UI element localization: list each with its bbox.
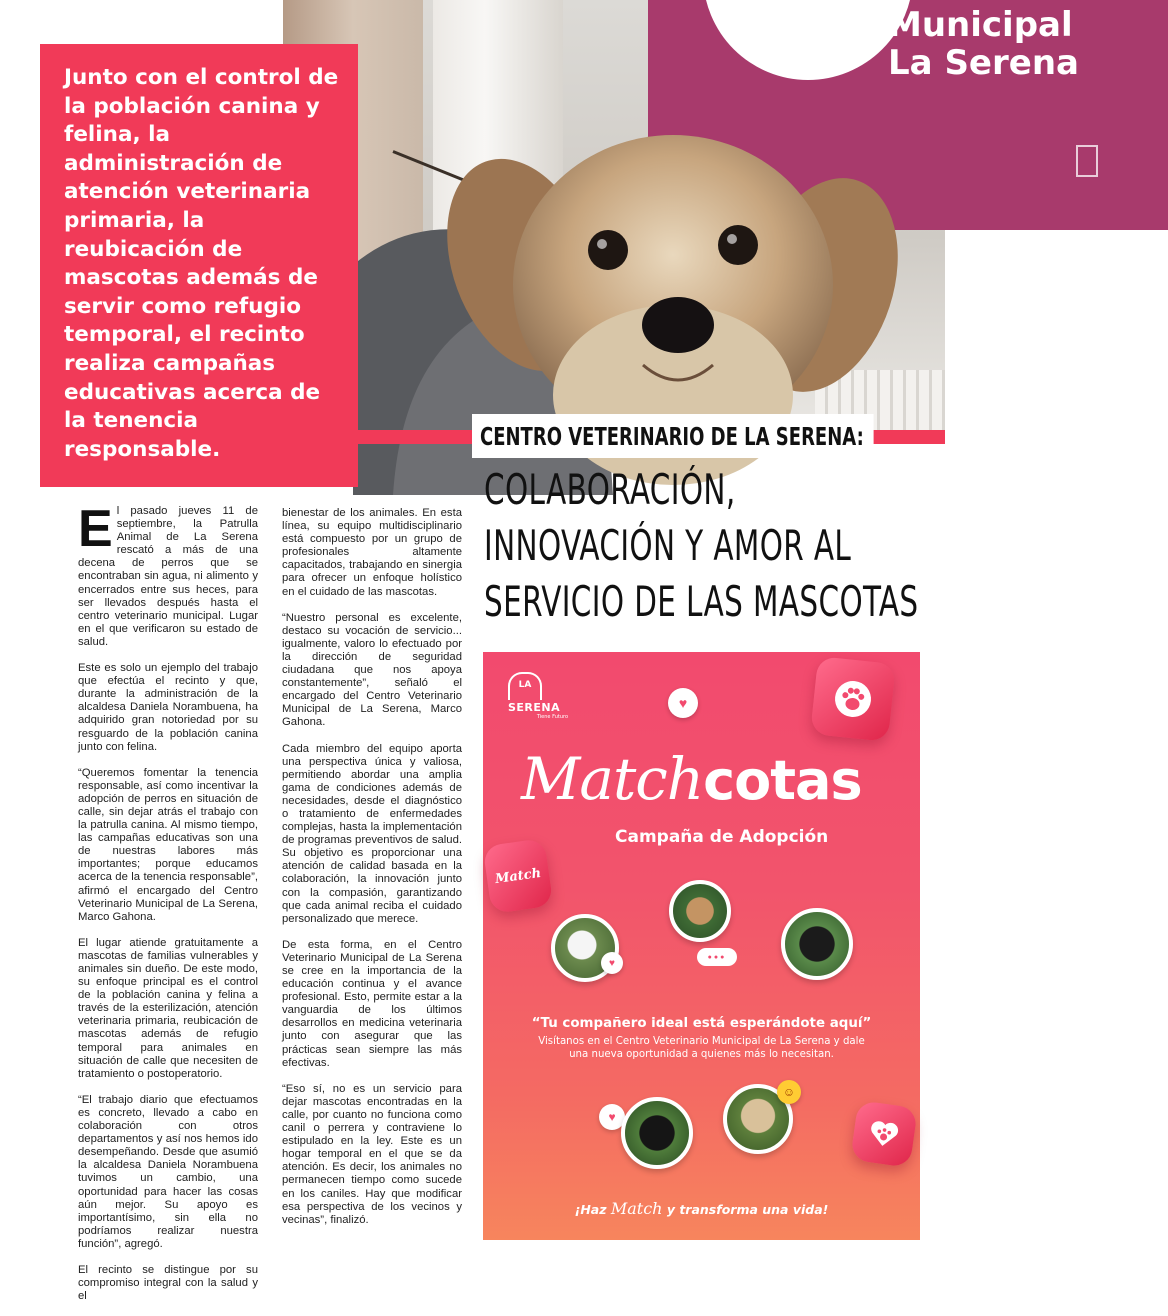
- logo-tagline: Tiene Futuro: [536, 714, 568, 720]
- article-column-1: [78, 500, 258, 1316]
- paragraph: “Nuestro personal es excelente, destaco su vocación de servicio... igualmente, valoro lo efectuado por la dirección de seguridad ciudadana que nos apoya constantemente”, señaló el encargado del Centro Veterinario Municipal de La Serena, Marco Gahona.: [282, 611, 462, 729]
- pet-photo: [669, 880, 731, 942]
- poster-quote: “Tu compañero ideal está esperándote aquí”: [531, 1016, 872, 1031]
- sign-text: [888, 6, 1079, 82]
- heart-paw-icon: [866, 1116, 902, 1152]
- poster-cta: ¡Haz Match y transforma una vida!: [574, 1199, 829, 1218]
- paragraph: “El trabajo diario que efectuamos es concreto, llevado a cabo en colaboración con otros departamentos y así nos hemos ido desempeñando. Desde que asumió la alcaldesa Daniela Norambuena tuvimos un cambio, una oportunidad para hacer las cosas aún mejor. Su apoyo es importantísimo, sin ella no podríamos realizar nuestra función”, agregó.: [78, 1093, 258, 1250]
- article-body: [78, 500, 462, 1303]
- title-script: Match: [521, 745, 704, 813]
- hero-photo: [283, 0, 1079, 430]
- emoji-icon: ☺: [777, 1080, 801, 1104]
- paragraph: bienestar de los animales. En esta línea, su equipo multidisciplinario está compuesto por un grupo de profesionales altamente capacitados, trabajando en sinergia para ofrecer un enfoque holístico en el cuidado de las mascotas.: [282, 507, 462, 598]
- logo-house-icon: LA: [508, 672, 542, 700]
- sign-line2: La Serena: [888, 43, 1079, 83]
- sign-line1: Municipal: [888, 5, 1073, 45]
- logo-name: SERENA: [508, 701, 561, 714]
- sign-logo: [703, 0, 913, 80]
- adoption-poster: [483, 652, 920, 1240]
- heart-icon: ♥: [599, 1104, 625, 1130]
- paragraph: De esta forma, en el Centro Veterinario Municipal de La Serena se cree en la importancia de la educación continua y el avance profesional. Esto, permite estar a la vanguardia de los últimos desarrollos en medicina veterinaria junto con asegurar que las prácticas sean siempre las más efectivas.: [282, 938, 462, 1069]
- paw-icon: [831, 677, 875, 721]
- pet-photo: [621, 1097, 693, 1169]
- paragraph: “Eso sí, no es un servicio para dejar mascotas encontradas en la calle, por cuanto no funciona como canil o perrera y contraviene lo estipulado en la ley. Este es un hogar temporal en el que se da atención. Es decir, los animales no permanecen tiempo como sucede en los caniles. Hay que modificar esa perspectiva de los vecinos y vecinas”, finalizó.: [282, 1082, 462, 1226]
- paragraph: “Queremos fomentar la tenencia responsable, así como incentivar la adopción de perros en situación de calle, sin dejar atrás el trabajo con la patrulla canina. Al mismo tiempo, las campañas educativas son una de nuestras labores más importantes; porque educamos acerca de la tenencia responsable”, afirmó el encargado del Centro Veterinario Municipal de La Serena, Marco Gahona.: [78, 766, 258, 923]
- article-headline: COLABORACIÓN, INNOVACIÓN Y AMOR AL SERVICIO DE LAS MASCOTAS: [484, 465, 919, 626]
- pull-quote-text: Junto con el control de la población canina y felina, la administración de atención veterinaria primaria, la reubicación de mascotas además de servir como refugio temporal, el recinto realiza campañas educativas acerca de la tenencia responsable.: [64, 65, 339, 462]
- heart-icon: ♥: [601, 952, 623, 974]
- sign-emblem: [1076, 145, 1098, 177]
- title-bold: cotas: [703, 749, 862, 812]
- drop-cap: E: [78, 500, 113, 558]
- poster-title: [521, 744, 862, 816]
- poster-subtitle: Campaña de Adopción: [615, 827, 829, 847]
- chat-paws-icon: ●●●: [697, 948, 737, 966]
- heart-icon: ♥: [668, 688, 698, 718]
- paragraph: El pasado jueves 11 de septiembre, la Patrulla Animal de La Serena rescató a más de una decena de perros que se encontraban sin agua, ni alimento y encerrados entre sus heces, para ser llevados después hasta el centro veterinario municipal. Lugar en el que verificaron su estado de salud.: [78, 500, 258, 648]
- paragraph: El recinto se distingue por su compromiso integral con la salud y el: [78, 1263, 258, 1303]
- paw-bubble-icon: [810, 656, 896, 742]
- la-serena-logo: [508, 672, 568, 720]
- pet-photo: [781, 908, 853, 980]
- paragraph: El lugar atiende gratuitamente a mascotas de familias vulnerables y animales sin dueño. De este modo, su enfoque principal es el control de la población canina y felina a través de la esterilización, atención veterinaria primaria, reubicación de mascotas además de refugio temporal para animales en situación de calle que necesiten de tratamiento o postoperatorio.: [78, 936, 258, 1080]
- match-badge: Match: [483, 838, 554, 914]
- cta-script: Match: [610, 1199, 663, 1218]
- poster-invite: Visítanos en el Centro Veterinario Municipal de La Serena y dale una nueva oportunidad a quienes más lo necesitan.: [538, 1036, 865, 1060]
- paw-icon: [666, 692, 696, 722]
- article-column-2: [282, 507, 462, 1240]
- paragraph: Este es solo un ejemplo del trabajo que efectúa el recinto y que, durante la administración de la alcaldesa Daniela Norambuena, ha adquirido gran notoriedad por su resguardo de la población canina junto con felina.: [78, 662, 258, 753]
- paragraph: Cada miembro del equipo aporta una perspectiva única y valiosa, permitiendo abordar una amplia gama de condiciones además de necesidades, desde el diagnóstico o tratamiento de enfermedades complejas, hasta la implementación de programas preventivos de salud. Su objetivo es proporcionar una atención de calidad basada en la colaboración, la innovación junto con la compasión, garantizando que cada animal reciba el cuidado personalizado que merece.: [282, 742, 462, 925]
- heart-paw-bubble-icon: [850, 1100, 918, 1168]
- section-kicker: CENTRO VETERINARIO DE LA SERENA:: [472, 414, 873, 458]
- pull-quote: [40, 44, 358, 487]
